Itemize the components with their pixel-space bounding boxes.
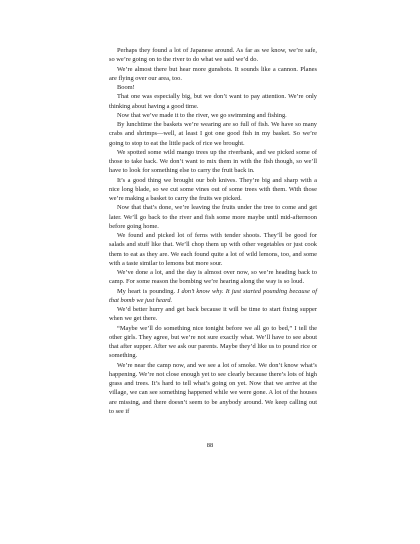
page-number: 88 xyxy=(206,442,214,449)
paragraph: We’re near the camp now, and we see a lot of smoke. We don’t know what’s happening. We’re not close enough yet to see clearly because there’s lots of high grass and trees. It’s hard to tell what’s going on yet. Now that we arrive at the village, we can see something happened while we were gone. A lot of the houses are missing, and there doesn’t seem to be anybody around. We keep calling out to see if xyxy=(109,361,317,415)
paragraph-heart xyxy=(109,287,317,306)
paragraph: Now that that’s done, we’re leaving the fruits under the tree to come and get later. We’ll go back to the river and fish some more maybe until mid-afternoon before going home. xyxy=(109,204,317,230)
paragraph: We spotted some wild mango trees up the riverbank, and we picked some of those to take back. We don’t want to mix them in with the fish though, so we’ll have to look for something else to carry the fruit back in. xyxy=(109,148,317,175)
italic-thought-text: I don’t know why. It just started pounding because of that bomb we just heard. xyxy=(109,287,317,304)
paragraph: We’d better hurry and get back because it will be time to start fixing supper when we get there. xyxy=(109,306,317,323)
paragraph: Perhaps they found a lot of Japanese around. As far as we know, we’re safe, so we’re going on to the river to do what we said we’d do. xyxy=(109,47,317,64)
paragraph: That one was especially big, but we don’t want to pay attention. We’re only thinking about having a good time. xyxy=(109,93,317,110)
paragraph: Now that we’ve made it to the river, we go swimming and fishing. xyxy=(117,111,287,119)
paragraph: We found and picked lot of ferns with tender shoots. They’ll be good for salads and stuff like that. We’ll chop them up with other vegetables or just cook them to eat as they are. We each found quite a lot of wild lemons, too, and some with a taste similar to lemons but more sour. xyxy=(109,232,317,267)
body-text xyxy=(109,46,317,416)
paragraph: “Maybe we’ll do something nice tonight before we all go to bed,” I tell the other girls. They agree, but we’re not sure exactly what. We’ll have to see about that after supper. After we ask our parents. Maybe they’d like us to pound rice or something. xyxy=(109,324,317,360)
paragraph: We’ve done a lot, and the day is almost over now, so we’re heading back to camp. For some reason the bombing we’re hearing along the way is so loud. xyxy=(109,269,317,286)
paragraph: By lunchtime the baskets we’re wearing are so full of fish. We have so many crabs and shrimps—well, at least I got one good fish in my basket. So we’re going to stop to eat the little pack of rice we brought. xyxy=(109,121,317,147)
paragraph: Boom! xyxy=(117,84,135,91)
paragraph: We’re almost there but hear more gunshots. It sounds like a cannon. Planes are flying over our area, too. xyxy=(109,65,317,82)
paragraph-lead-text: My heart is pounding. xyxy=(117,287,178,295)
paragraph: It’s a good thing we brought our bob knives. They’re big and sharp with a nice long blade, so we cut some vines out of some trees with them. With those we’re making a basket to carry the fruits we picked. xyxy=(109,176,317,202)
